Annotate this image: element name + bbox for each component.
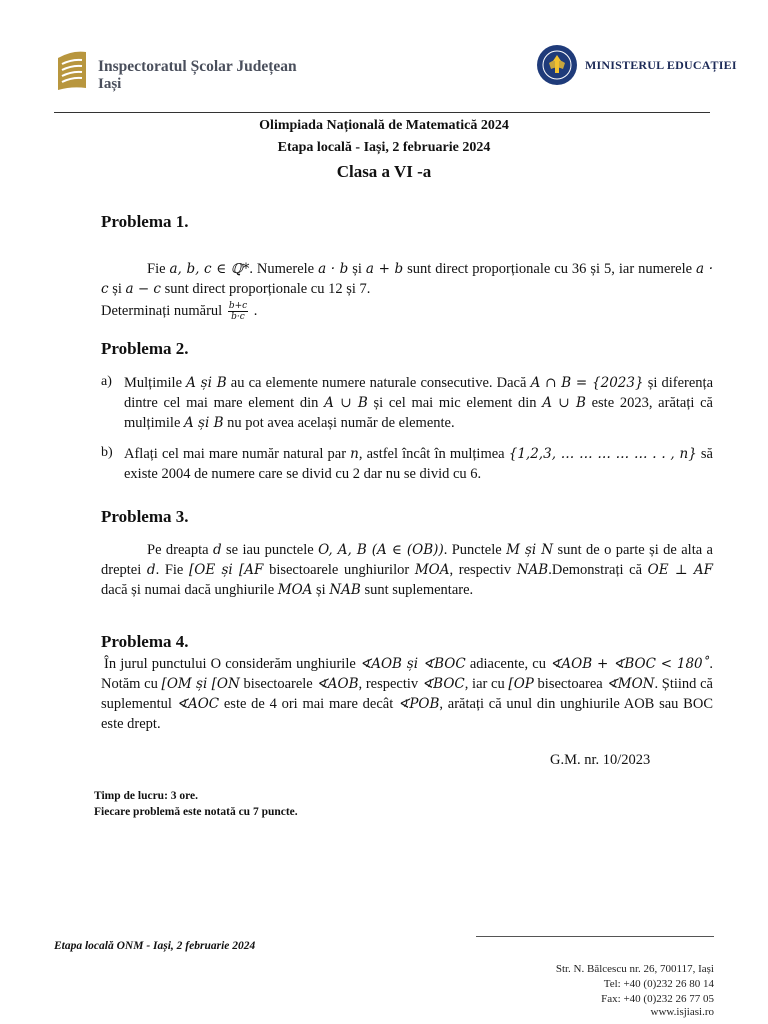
footer-website: www.isjiasi.ro — [650, 1006, 714, 1018]
footer-divider — [476, 936, 714, 937]
inspectorate-city: Iași — [98, 76, 122, 92]
problem-4-title: Problema 4. — [101, 632, 189, 651]
ministry-name: MINISTERUL EDUCAȚIEI — [585, 58, 737, 72]
problem-2b-text: Aflați cel mai mare număr natural par n, astfel încât în mulțimea {1,2,3, … … … … … . . , n} să existe 2004 de numere care se divid cu 2 dar nu se divid cu 6. — [124, 446, 713, 482]
exam-notes — [94, 788, 298, 820]
source-reference: G.M. nr. 10/2023 — [550, 752, 651, 768]
footer-fax: Fax: +40 (0)232 26 77 05 — [601, 993, 714, 1005]
problem-2a-text: Mulțimile A și B au ca elemente numere naturale consecutive. Dacă A ∩ B = {2023} și diferența dintre cel mai mare element din A ∪ B și cel mai mic element din A ∪ B este 2023, arătați că mulțimile A și B nu pot avea același număr de elemente. — [124, 375, 714, 431]
government-seal-icon — [536, 44, 578, 86]
header-divider — [54, 112, 710, 113]
olympiad-title: Olimpiada Națională de Matematică 2024 — [259, 118, 509, 133]
isj-logo — [54, 48, 88, 92]
time-note: Timp de lucru: 3 ore. — [94, 790, 199, 802]
footer-address: Str. N. Bălcescu nr. 26, 700117, Iași — [555, 963, 714, 975]
problem-2-title: Problema 2. — [101, 339, 189, 358]
stage-title: Etapa locală - Iași, 2 februarie 2024 — [277, 140, 491, 155]
problem-3-text: Pe dreapta d se iau punctele O, A, B (A ∈ (OB)). Punctele M și N sunt de o parte și de alta a dreptei d. Fie [OE și [AF bisectoarele unghiurilor MOA, respectiv NAB.Demonstrați că OE ⊥ AF dacă și numai dacă unghiurile MOA și NAB sunt suplementare. — [101, 542, 714, 598]
problem-1-text: Fie a, b, c ∈ ℚ*. Numerele a · b și a + b sunt direct proporționale cu 36 și 5, iar numerele a · c și a − c sunt direct proporționale cu 12 și 7. — [101, 261, 713, 297]
inspectorate-name: Inspectoratul Școlar Județean — [98, 58, 297, 75]
scoring-note: Fiecare problemă este notată cu 7 puncte. — [94, 806, 298, 818]
problem-1-title: Problema 1. — [101, 212, 189, 231]
footer-stage: Etapa locală ONM - Iași, 2 februarie 2024 — [54, 940, 256, 952]
problem-3-title: Problema 3. — [101, 507, 189, 526]
fraction: $\frac{b+c}{b\cdot c}$ — [228, 301, 248, 323]
grade-title: Clasa a VI -a — [336, 162, 432, 181]
problem-4-text: În jurul punctului O considerăm unghiurile ∢AOB și ∢BOC adiacente, cu ∢AOB + ∢BOC < 180˚. Notăm cu [OM și [ON bisectoarele ∢AOB, respectiv ∢BOC, iar cu [OP bisectoarea ∢MON. Știind că suplementul ∢AOC este de 4 ori mai mare decât ∢POB, arătați că unul din unghiurile AOB sau BOC este drept. — [101, 656, 713, 732]
footer-tel: Tel: +40 (0)232 26 80 14 — [603, 978, 714, 990]
item-label-b: b) — [101, 445, 113, 460]
problem-1-question: Determinați numărul $\frac{b+c}{b\cdot c}$ . — [101, 301, 258, 323]
item-label-a: a) — [101, 374, 112, 389]
